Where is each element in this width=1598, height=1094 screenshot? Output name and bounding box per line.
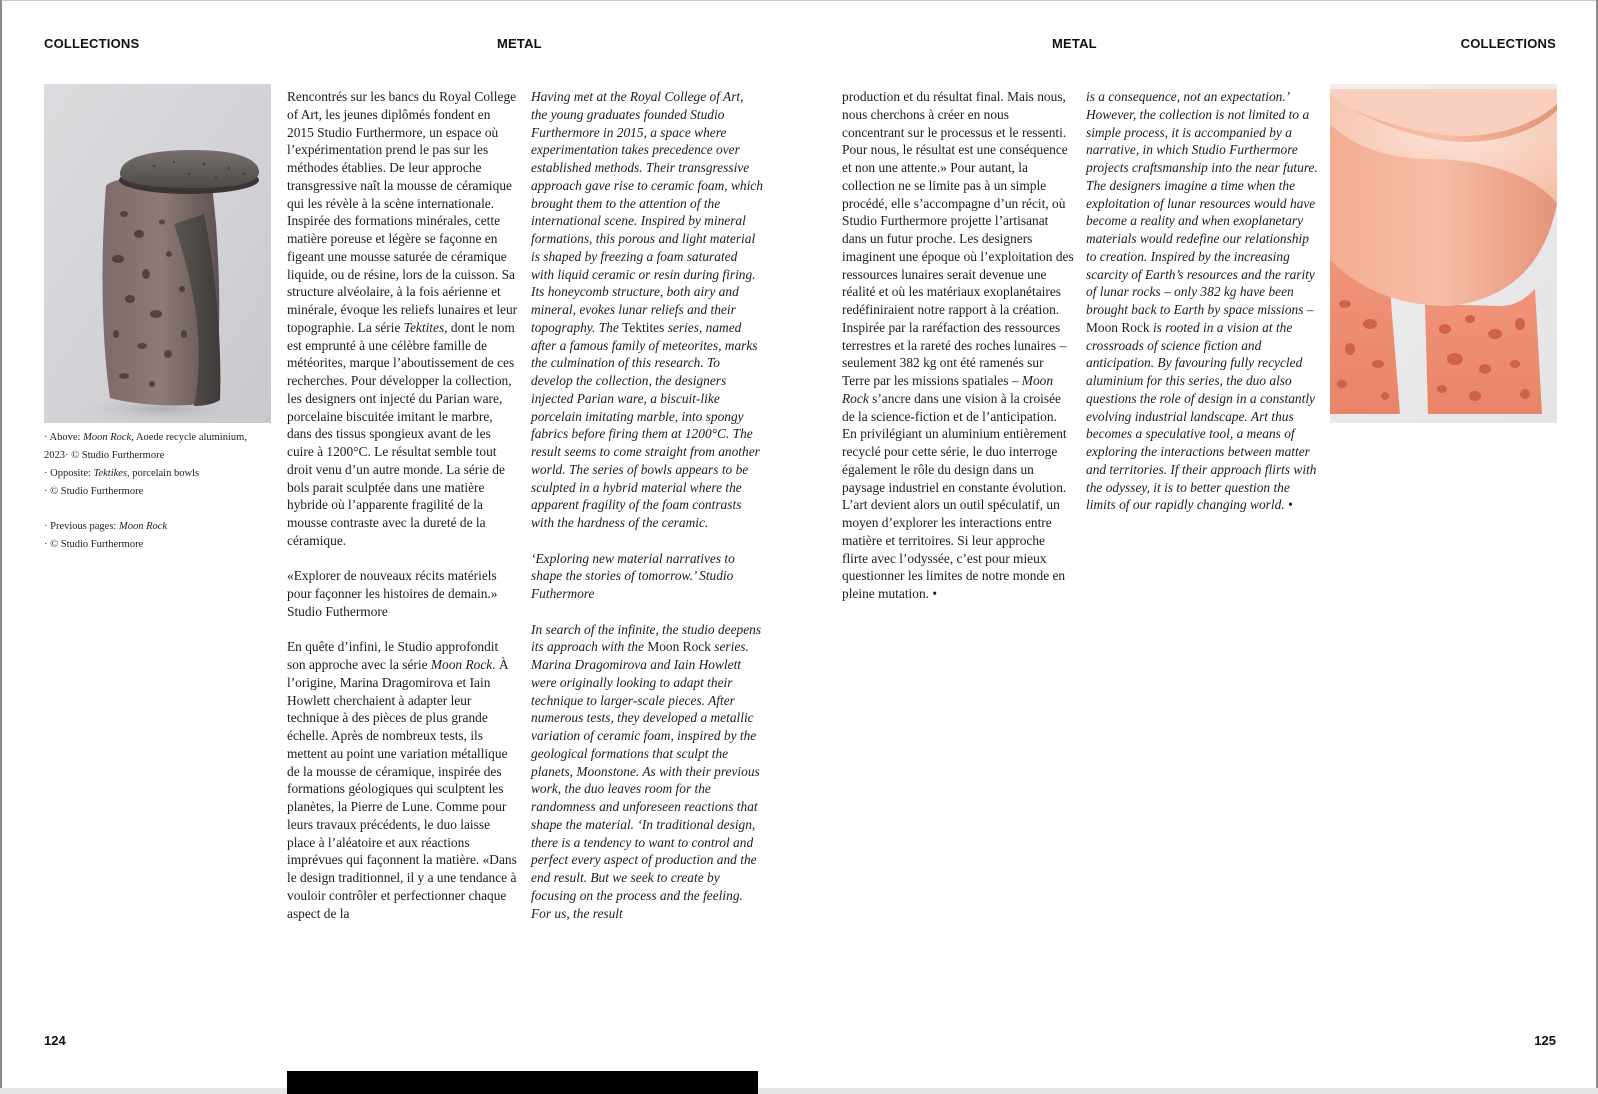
french-column-1 bbox=[287, 88, 519, 940]
running-head-category-right: METAL bbox=[1052, 36, 1097, 51]
caption-above-credit: 2023· © Studio Furthermore bbox=[44, 450, 165, 461]
caption-previous: · Previous pages: Moon Rock bbox=[44, 521, 168, 532]
caption-opposite-credit: · © Studio Furthermore bbox=[44, 486, 144, 497]
page-number-left: 124 bbox=[44, 1033, 66, 1048]
english-column-1 bbox=[531, 88, 763, 940]
french-pull-quote: «Explorer de nouveaux récits matériels pour façonner les histoires de demain.» Studio Futhermore bbox=[287, 568, 498, 619]
english-paragraph-moon-rock: In search of the infinite, the studio deepens its approach with the Moon Rock series. Marina Dragomirova and Iain Howlett were originally looking to adapt their technique to larger-scale pieces. After numerous tests, they developed a metallic variation of ceramic foam, inspired by the geological formations that sculpt the planets, Moonstone. As with their previous work, the duo leaves room for the randomness and unforeseen reactions that shape the material. ‘In traditional design, there is a tendency to want to control and perfect every aspect of production and the end result. But we seek to create by focusing on the process and the feeling. For us, the result bbox=[531, 621, 762, 921]
running-head-section-right: COLLECTIONS bbox=[1460, 36, 1556, 51]
caption-above: · Above: Moon Rock, Aoede recycle aluminium, bbox=[44, 432, 247, 443]
page-edge-top bbox=[0, 0, 1598, 1]
bottom-black-bar bbox=[287, 1071, 758, 1094]
english-paragraph-continued: is a consequence, not an expectation.’ However, the collection is not limited to a simple process, it is accompanied by a narrative, in which Studio Furthermore projects craftsmanship into the near future. The designers imagine a time when the exploitation of lunar resources would have become a reality and when exoplanetary materials would redefine our relationship to creation. Inspired by the increasing scarcity of Earth’s resources and the rarity of lunar rocks – only 382 kg have been brought back to Earth by space missions – Moon Rock is rooted in a vision at the crossroads of science fiction and anticipation. By favouring fully recycled aluminium for this series, the duo also questions the role of design in a constantly evolving industrial landscape. Art thus becomes a speculative tool, a means of exploring the interactions between matter and territories. If their approach flirts with the odyssey, it is to better question the limits of our rapidly changing world. • bbox=[1086, 89, 1318, 513]
running-head-section-left: COLLECTIONS bbox=[44, 36, 140, 51]
french-paragraph-intro: Rencontrés sur les bancs du Royal College of Art, les jeunes diplômés fondent en 2015 Studio Furthermore, un espace où l’expérimentation prend le pas sur les méthodes établies. De leur approche transgressive naît la mousse de céramique qui les révèle à la scène internationale. Inspirée des formations minérales, cette matière poreuse et légère se façonne en figeant une mousse saturée de céramique liquide, ou de résine, lors de la cuisson. Sa structure alvéolaire, à la fois aérienne et minérale, évoque les reliefs lunaires et leur topographie. La série Tektites, dont le nom est emprunté à une célèbre famille de météorites, marque l’aboutissement de ces recherches. Pour développer la collection, les designers ont injecté du Parian ware, porcelaine biscuitée imitant le marbre, dans des tissus spongieux avant de les cuire à 1200°C. Le résultat semble tout droit venu d’un autre monde. La série de bols parait sculptée dans une matière hybride où l’apparente fragilité de la mousse contraste avec la dureté de la céramique. bbox=[287, 89, 518, 548]
english-column-2 bbox=[1086, 88, 1318, 532]
english-pull-quote: ‘Exploring new material narratives to shape the stories of tomorrow.’ Studio Futhermore bbox=[531, 550, 735, 601]
moon-rock-stool-photo bbox=[44, 84, 271, 423]
tektites-bowl-photo bbox=[1330, 84, 1557, 423]
french-column-2 bbox=[842, 88, 1074, 621]
page-edge-left bbox=[0, 0, 2, 1094]
caption-previous-credit: · © Studio Furthermore bbox=[44, 539, 144, 550]
page-number-right: 125 bbox=[1534, 1033, 1556, 1048]
page-edge-bottom bbox=[0, 1088, 1598, 1094]
french-paragraph-continued: production et du résultat final. Mais nous, nous cherchons à créer en nous concentrant sur le processus et le ressenti. Pour nous, le résultat est une conséquence et non une attente.» Pour autant, la collection ne se limite pas à un simple procédé, elle s’accompagne d’un récit, où Studio Furthermore projette l’artisanat dans un futur proche. Les designers imaginent une époque où l’exploitation des ressources lunaires serait devenue une réalité et où les matériaux exoplanétaires redéfiniraient notre rapport à la création. Inspirée par la raréfaction des ressources terrestres et la rareté des roches lunaires – seulement 382 kg ont été ramenés sur Terre par les missions spatiales – Moon Rock s’ancre dans une vision à la croisée de la science-fiction et de l’anticipation. En privilégiant un aluminium entièrement recyclé pour cette série, le duo interroge également le rôle du design dans un paysage industriel en constante évolution. L’art devient alors un outil spéculatif, un moyen d’explorer les interactions entre matière et territoires. Si leur approche flirte avec l’odyssée, c’est pour mieux questionner les limites de notre monde en pleine mutation. • bbox=[842, 89, 1074, 601]
running-head-category-left: METAL bbox=[497, 36, 542, 51]
french-paragraph-moon-rock: En quête d’infini, le Studio approfondit son approche avec la série Moon Rock. À l’origine, Marina Dragomirova et Iain Howlett cherchaient à adapter leur technique à des pièces de plus grande échelle. Après de nombreux tests, ils mettent au point une variation métallique de la mousse de céramique, inspirée des formations géologiques qui sculptent les planètes, la Pierre de Lune. Comme pour leurs travaux précédents, le duo laisse place à l’aléatoire et aux réactions imprévues qui façonnent la matière. «Dans le design traditionnel, il y a une tendance à vouloir contrôler et perfectionner chaque aspect de la bbox=[287, 639, 517, 921]
photo-captions bbox=[44, 429, 274, 554]
english-paragraph-intro: Having met at the Royal College of Art, the young graduates founded Studio Furthermore in 2015, a space where experimentation takes precedence over established methods. Their transgressive approach gave rise to ceramic foam, which brought them to the attention of the international scene. Inspired by mineral formations, this porous and light material is shaped by freezing a foam saturated with liquid ceramic or resin during firing. Its honeycomb structure, both airy and mineral, evokes lunar reliefs and their topography. The Tektites series, named after a famous family of meteorites, marks the culmination of this research. To develop the collection, the designers injected Parian ware, a biscuit-like porcelain imitating marble, into spongy fabrics before firing them at 1200°C. The result seems to come straight from another world. The series of bowls appears to be sculpted in a hybrid material where the apparent fragility of the foam contrasts with the hardness of the ceramic. bbox=[531, 89, 763, 530]
caption-opposite: · Opposite: Tektikes, porcelain bowls bbox=[44, 468, 200, 479]
